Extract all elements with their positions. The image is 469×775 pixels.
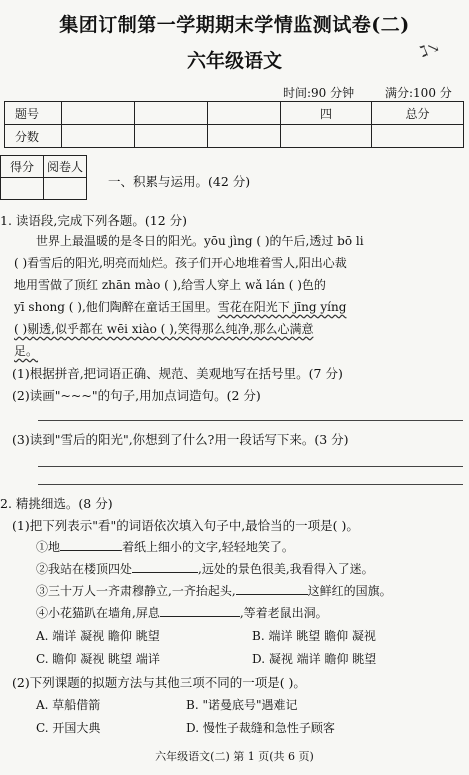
exam-title: 集团订制第一学期期末学情监测试卷(二)	[59, 14, 410, 36]
wavy-underlined-sentence: 足。	[14, 344, 39, 358]
question-1-sub-2: (2)读画"~~~"的句子,用加点词造句。(2 分)	[12, 388, 261, 403]
score-table-cell: 分数	[5, 125, 62, 148]
passage-line: 世界上最温暖的是冬日的阳光。yōu jìng ( )的午后,透过 bō li	[36, 234, 364, 248]
grader-name-label: 阅卷人	[44, 156, 87, 178]
grader-score-label: 得分	[1, 156, 44, 178]
score-table-header-row	[5, 102, 464, 125]
score-table-cell[interactable]	[135, 125, 208, 148]
answer-line[interactable]	[38, 484, 463, 485]
question-1-sub-1: (1)根据拼音,把词语正确、规范、美观地写在括号里。(7 分)	[12, 366, 343, 381]
wavy-underlined-sentence: ( )剔透,似乎都在 wēi xiào ( ),笑得那么纯净,那么心满意	[14, 322, 314, 336]
option-a[interactable]: A. 端详 凝视 瞻仰 眺望	[36, 629, 160, 643]
passage-line: ( )看雪后的阳光,明亮而灿烂。孩子们开心地堆着雪人,阳出心裁	[14, 256, 347, 270]
fill-blank[interactable]	[160, 604, 240, 617]
fill-blank[interactable]	[132, 560, 198, 573]
score-table-cell	[135, 102, 208, 125]
answer-line[interactable]	[38, 420, 463, 421]
passage-text: yī shong ( ),他们陶醉在童话王国里。	[14, 300, 218, 314]
score-table-cell[interactable]	[372, 125, 464, 148]
option-d[interactable]: D. 慢性子裁缝和急性子顾客	[186, 721, 335, 735]
score-table-cell[interactable]	[281, 125, 372, 148]
score-table-score-row	[5, 125, 464, 148]
option-a[interactable]: A. 草船借箭	[36, 698, 101, 712]
option-b[interactable]: B. 端详 眺望 瞻仰 凝视	[252, 629, 376, 643]
score-table	[4, 101, 464, 148]
grader-name-cell[interactable]	[44, 178, 87, 200]
option-c[interactable]: C. 瞻仰 凝视 眺望 端详	[36, 652, 160, 666]
handwritten-mark: ℷ↘	[417, 37, 443, 61]
score-table-cell: 题号	[5, 102, 62, 125]
question-2-title: 2. 精挑细选。(8 分)	[0, 496, 113, 511]
score-table-cell: 四	[281, 102, 372, 125]
score-table-cell	[62, 102, 135, 125]
score-table-cell[interactable]	[62, 125, 135, 148]
score-table-cell[interactable]	[208, 125, 281, 148]
fill-sentence	[36, 582, 392, 599]
score-table-cell	[208, 102, 281, 125]
fill-sentence-text: 着纸上细小的文字,轻轻地笑了。	[122, 540, 294, 554]
fill-sentence-text: 这鲜红的国旗。	[307, 584, 392, 598]
page-footer: 六年级语文(二) 第 1 页(共 6 页)	[155, 750, 314, 763]
question-2-sub-1: (1)把下列表示"看"的词语依次填入句子中,最恰当的一项是( )。	[12, 518, 359, 533]
fill-sentence-text: ①地	[36, 540, 61, 554]
answer-line[interactable]	[38, 466, 463, 467]
question-1-title: 1. 读语段,完成下列各题。(12 分)	[0, 213, 188, 228]
score-table-cell: 总分	[372, 102, 464, 125]
fill-sentence-text: ,等着老鼠出洞。	[239, 606, 328, 620]
time-limit: 时间:90 分钟	[283, 86, 355, 100]
grader-box	[0, 155, 87, 200]
fill-sentence-text: ②我站在楼顶四处	[36, 562, 133, 576]
question-1-sub-3: (3)读到"雪后的阳光",你想到了什么?用一段话写下来。(3 分)	[12, 432, 349, 447]
grader-score-cell[interactable]	[1, 178, 44, 200]
wavy-underlined-sentence: 雪花在阳光下 jīng yíng	[217, 300, 347, 314]
option-d[interactable]: D. 凝视 端详 瞻仰 眺望	[252, 652, 377, 666]
option-c[interactable]: C. 开国大典	[36, 721, 101, 735]
question-2-sub-2: (2)下列课题的拟题方法与其他三项不同的一项是( )。	[12, 675, 306, 690]
section-title: 一、积累与运用。(42 分)	[108, 174, 251, 189]
fill-blank[interactable]	[60, 538, 122, 551]
fill-sentence	[36, 560, 374, 577]
fill-sentence-text: ③三十万人一齐肃穆静立,一齐抬起头,	[36, 584, 236, 598]
option-b[interactable]: B. "诺曼底号"遇难记	[186, 698, 298, 712]
fill-sentence-text: ④小花猫趴在墙角,屏息	[36, 606, 160, 620]
fill-sentence-text: ,远处的景色很美,我看得入了迷。	[198, 562, 374, 576]
passage-line	[14, 298, 346, 315]
exam-subtitle: 六年级语文	[186, 50, 282, 72]
fill-sentence	[36, 604, 328, 621]
passage-line: 地用雪做了顶红 zhān mào ( ),给雪人穿上 wǎ lán ( )色的	[14, 278, 326, 292]
fill-blank[interactable]	[236, 582, 308, 595]
fill-sentence	[36, 538, 294, 555]
full-score: 满分:100 分	[385, 86, 452, 100]
